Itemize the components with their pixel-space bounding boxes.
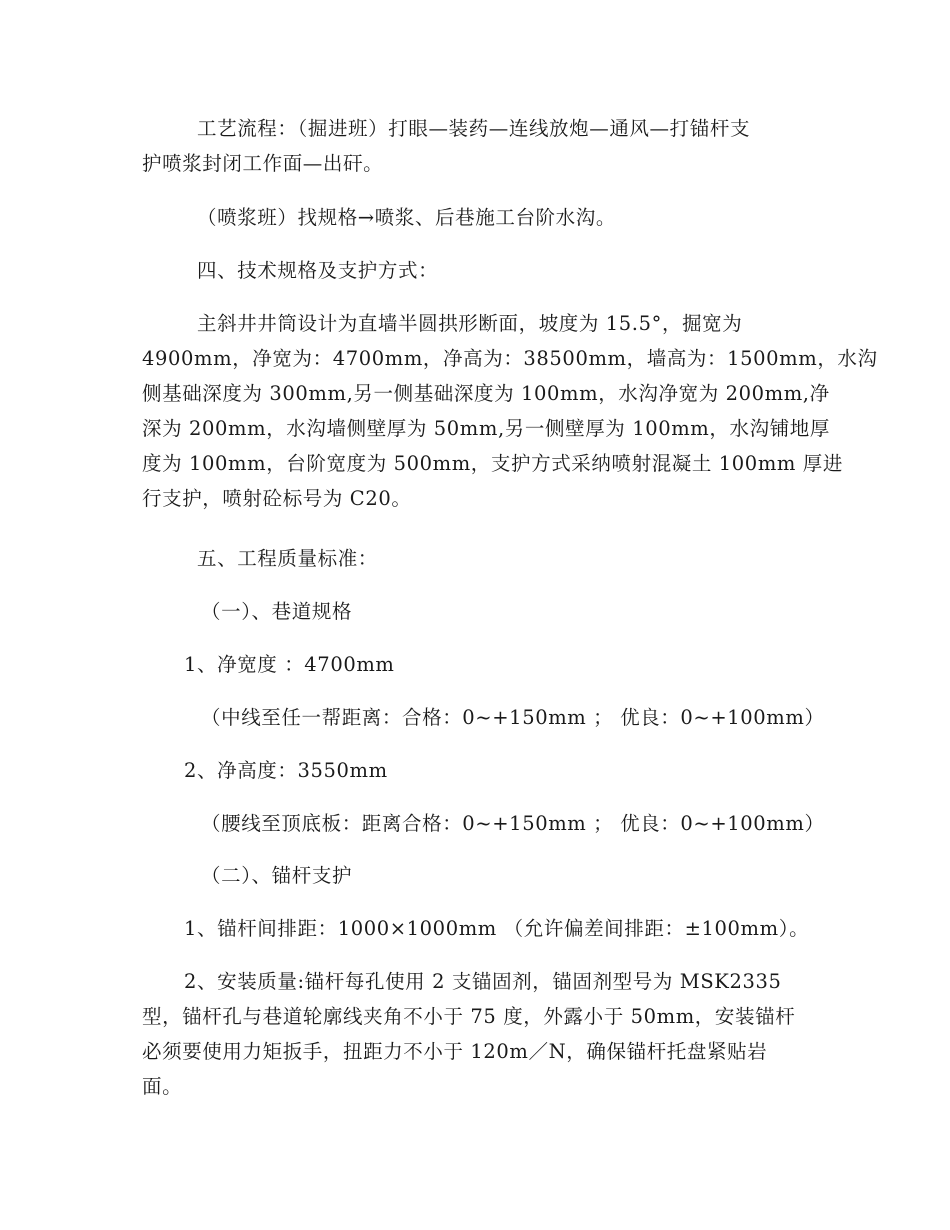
spec-paragraph-line-6: 行支护，喷射砼标号为 C20。 — [142, 487, 412, 510]
subsection-roadway-spec: （一）、巷道规格 — [201, 600, 353, 623]
spec-paragraph-line-1: 主斜井井筒设计为直墙半圆拱形断面，坡度为 15.5°，掘宽为 — [197, 312, 743, 335]
process-flow-line-2: 护喷浆封闭工作面—出矸。 — [142, 152, 384, 175]
shotcrete-team-paragraph: （喷浆班）找规格→喷浆、后巷施工台阶水沟。 — [197, 206, 616, 229]
section-five-heading: 五、工程质量标准： — [197, 547, 378, 570]
install-quality-line-2: 型，锚杆孔与巷道轮廓线夹角不小于 75 度，外露小于 50mm，安装锚杆 — [142, 1005, 796, 1028]
subsection-bolt-support: （二）、锚杆支护 — [201, 864, 353, 887]
install-quality-line-3: 必须要使用力矩扳手，扭距力不小于 120m／N，确保锚杆托盘紧贴岩 — [142, 1040, 768, 1063]
process-flow-line-1: 工艺流程：（掘进班）打眼—装药—连线放炮—通风—打锚杆支 — [197, 117, 751, 140]
spec-paragraph-line-5: 度为 100mm，台阶宽度为 500mm，支护方式采纳喷射混凝土 100mm 厚进 — [142, 452, 843, 475]
section-four-heading: 四、技术规格及支护方式： — [197, 259, 439, 282]
net-width-item: 1、净宽度 ：4700mm — [184, 653, 395, 676]
install-quality-line-1: 2、安装质量:锚杆每孔使用 2 支锚固剂，锚固剂型号为 MSK2335 — [184, 970, 782, 993]
net-width-tolerance: （中线至任一帮距离：合格：0~+150mm ； 优良：0~+100mm） — [201, 706, 825, 729]
spec-paragraph-line-3: 侧基础深度为 300mm,另一侧基础深度为 100mm，水沟净宽为 200mm,净 — [142, 382, 830, 405]
bolt-spacing-item: 1、锚杆间排距：1000×1000mm （允许偏差间排距：±100mm）。 — [184, 917, 810, 940]
install-quality-line-4: 面。 — [142, 1075, 183, 1098]
net-height-tolerance: （腰线至顶底板：距离合格：0~+150mm ； 优良：0~+100mm） — [201, 812, 825, 835]
net-height-item: 2、净高度：3550mm — [184, 759, 388, 782]
spec-paragraph-line-4: 深为 200mm，水沟墙侧壁厚为 50mm,另一侧壁厚为 100mm，水沟铺地厚 — [142, 417, 830, 440]
spec-paragraph-line-2: 4900mm，净宽为：4700mm，净高为：38500mm，墙高为：1500mm，水沟 — [142, 347, 878, 370]
